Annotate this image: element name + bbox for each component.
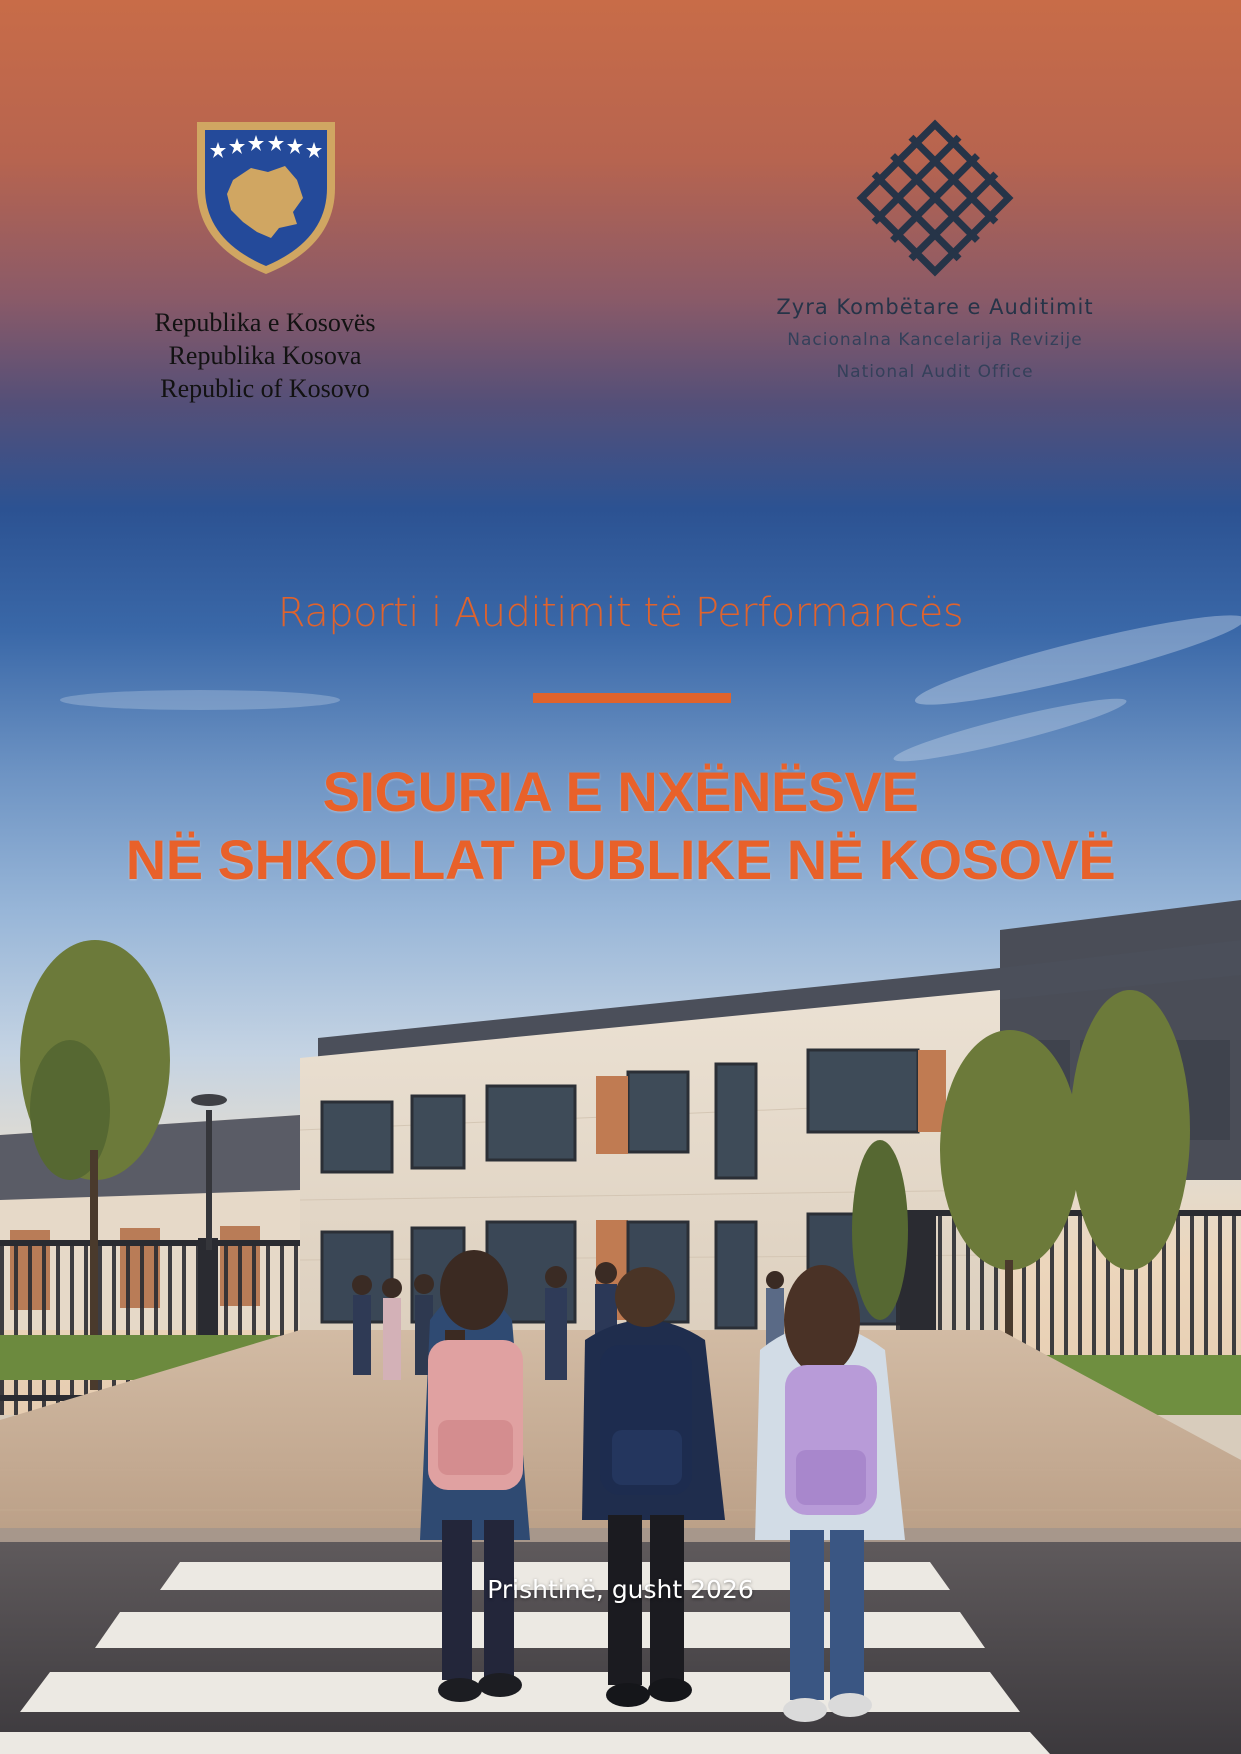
audit-office-name-albanian: Zyra Kombëtare e Auditimit — [776, 295, 1094, 319]
title-divider — [533, 693, 731, 703]
kosovo-coat-of-arms-icon — [193, 118, 339, 278]
audit-office-name-english: National Audit Office — [836, 362, 1034, 382]
place-and-date: Prishtinë, gusht 2026 — [487, 1575, 754, 1604]
republic-name-block — [100, 306, 430, 405]
audit-office-name-serbian: Nacionalna Kancelarija Revizije — [787, 330, 1083, 350]
report-title — [0, 758, 1241, 894]
report-title-line-2: NË SHKOLLAT PUBLIKE NË KOSOVË — [125, 828, 1116, 891]
audit-office-name-block — [740, 290, 1130, 388]
report-type-heading: Raporti i Auditimit të Performancës — [277, 590, 964, 636]
republic-name-albanian: Republika e Kosovës — [154, 308, 376, 337]
republic-name-english: Republic of Kosovo — [160, 374, 370, 403]
national-audit-office-lattice-icon — [855, 118, 1015, 278]
republic-name-serbian: Republika Kosova — [168, 341, 362, 370]
report-title-line-1: SIGURIA E NXËNËSVE — [322, 760, 919, 823]
